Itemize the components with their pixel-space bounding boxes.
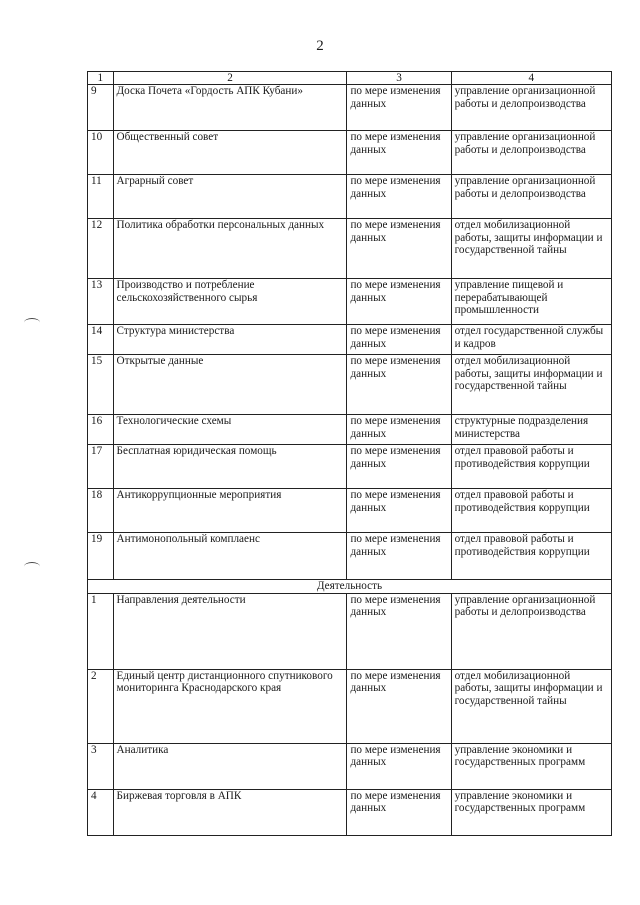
section-row [88,580,612,593]
column-header: 3 [347,72,451,85]
row-number: 18 [88,489,114,533]
responsible-unit: отдел мобилизационной работы, защиты информации и государственной тайны [451,219,611,279]
table-row [88,85,612,131]
update-period: по мере изменения данных [347,669,451,743]
table-row [88,489,612,533]
responsible-unit: отдел мобилизационной работы, защиты информации и государственной тайны [451,669,611,743]
section-title: Деятельность [88,580,612,593]
section-name: Направления деятельности [113,593,347,669]
row-number: 9 [88,85,114,131]
table-row [88,175,612,219]
responsible-unit: управление пищевой и перерабатывающей промышленности [451,279,611,325]
table-row [88,593,612,669]
table-row [88,219,612,279]
section-name: Доска Почета «Гордость АПК Кубани» [113,85,347,131]
table-row [88,355,612,415]
update-period: по мере изменения данных [347,325,451,355]
responsible-unit: отдел государственной службы и кадров [451,325,611,355]
responsible-unit: управление экономики и государственных программ [451,789,611,835]
update-period: по мере изменения данных [347,593,451,669]
update-period: по мере изменения данных [347,415,451,445]
section-name: Технологические схемы [113,415,347,445]
table-row [88,669,612,743]
section-name: Антикоррупционные мероприятия [113,489,347,533]
hole-punch-mark [24,318,40,327]
row-number: 1 [88,593,114,669]
row-number: 12 [88,219,114,279]
section-name: Производство и потребление сельскохозяйственного сырья [113,279,347,325]
section-name: Биржевая торговля в АПК [113,789,347,835]
section-name: Общественный совет [113,131,347,175]
page-number: 2 [316,38,324,54]
row-number: 17 [88,445,114,489]
update-period: по мере изменения данных [347,175,451,219]
responsible-unit: управление организационной работы и делопроизводства [451,85,611,131]
update-period: по мере изменения данных [347,789,451,835]
table-row [88,445,612,489]
row-number: 3 [88,743,114,789]
hole-punch-mark [24,562,40,571]
table-row [88,415,612,445]
section-name: Бесплатная юридическая помощь [113,445,347,489]
responsible-unit: отдел правовой работы и противодействия коррупции [451,489,611,533]
section-name: Политика обработки персональных данных [113,219,347,279]
section-name: Открытые данные [113,355,347,415]
column-header: 4 [451,72,611,85]
section-name: Аграрный совет [113,175,347,219]
responsible-unit: управление организационной работы и делопроизводства [451,131,611,175]
column-header: 1 [88,72,114,85]
table-row [88,279,612,325]
table-row [88,743,612,789]
update-period: по мере изменения данных [347,489,451,533]
update-period: по мере изменения данных [347,279,451,325]
table-row [88,131,612,175]
row-number: 10 [88,131,114,175]
column-header: 2 [113,72,347,85]
row-number: 15 [88,355,114,415]
responsible-unit: отдел правовой работы и противодействия коррупции [451,533,611,580]
table-row [88,325,612,355]
responsible-unit: управление экономики и государственных программ [451,743,611,789]
responsible-unit: управление организационной работы и делопроизводства [451,175,611,219]
row-number: 4 [88,789,114,835]
section-name: Антимонопольный комплаенс [113,533,347,580]
update-period: по мере изменения данных [347,533,451,580]
section-name: Структура министерства [113,325,347,355]
responsible-unit: отдел мобилизационной работы, защиты информации и государственной тайны [451,355,611,415]
table-row [88,789,612,835]
row-number: 13 [88,279,114,325]
document-table [87,71,612,836]
update-period: по мере изменения данных [347,219,451,279]
update-period: по мере изменения данных [347,743,451,789]
row-number: 19 [88,533,114,580]
row-number: 14 [88,325,114,355]
table-body [88,72,612,836]
responsible-unit: структурные подразделения министерства [451,415,611,445]
update-period: по мере изменения данных [347,131,451,175]
update-period: по мере изменения данных [347,445,451,489]
section-name: Единый центр дистанционного спутникового мониторинга Краснодарского края [113,669,347,743]
section-name: Аналитика [113,743,347,789]
row-number: 2 [88,669,114,743]
header-row [88,72,612,85]
responsible-unit: управление организационной работы и делопроизводства [451,593,611,669]
responsible-unit: отдел правовой работы и противодействия коррупции [451,445,611,489]
update-period: по мере изменения данных [347,355,451,415]
row-number: 16 [88,415,114,445]
update-period: по мере изменения данных [347,85,451,131]
row-number: 11 [88,175,114,219]
table-row [88,533,612,580]
